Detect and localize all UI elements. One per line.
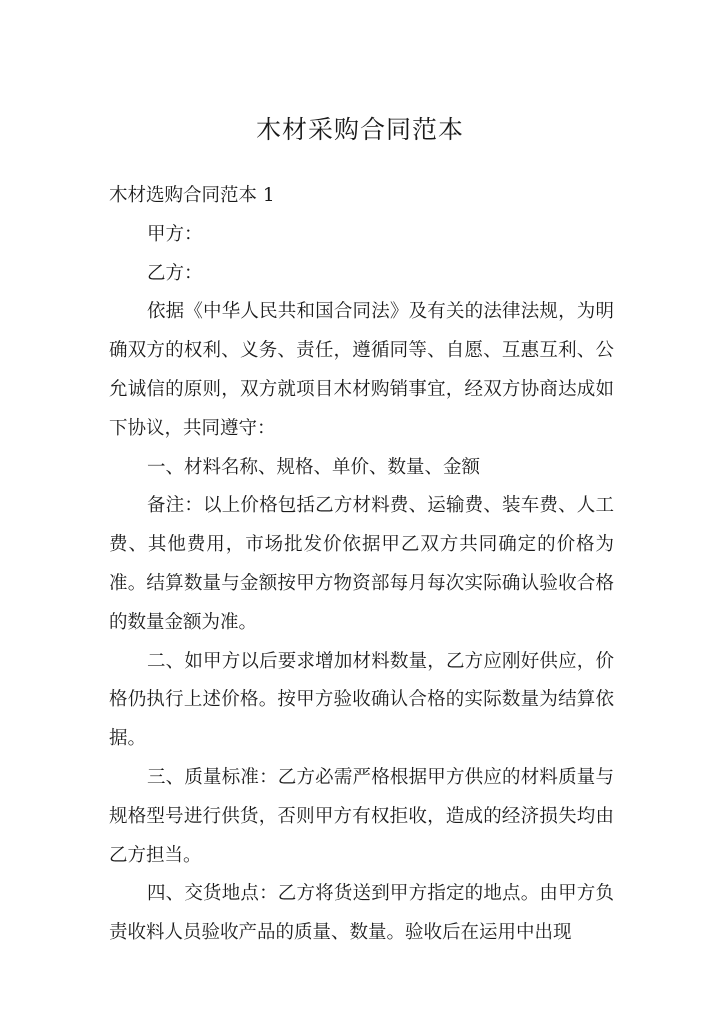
paragraph-clause-4: 四、交货地点：乙方将货送到甲方指定的地点。由甲方负责收料人员验收产品的质量、数量。验收后在运用中出现 bbox=[109, 883, 614, 944]
document-body bbox=[109, 177, 614, 953]
document-title: 木材采购合同范本 bbox=[255, 115, 464, 144]
paragraph-preamble: 依据《中华人民共和国合同法》及有关的法律法规，为明确双方的权利、义务、责任，遵循同等、自愿、互惠互利、公允诚信的原则，双方就项目木材购销事宜，经双方协商达成如下协议，共同遵守： bbox=[109, 301, 614, 439]
paragraph-clause-2: 二、如甲方以后要求增加材料数量，乙方应刚好供应，价格仍执行上述价格。按甲方验收确认合格的实际数量为结算依据。 bbox=[109, 650, 614, 750]
party-a-label: 甲方： bbox=[147, 223, 203, 245]
paragraph-clause-1: 一、材料名称、规格、单价、数量、金额 bbox=[147, 456, 481, 478]
paragraph-remark: 备注：以上价格包括乙方材料费、运输费、装车费、人工费、其他费用，市场批发价依据甲乙双方共同确定的价格为准。结算数量与金额按甲方物资部每月每次实际确认验收合格的数量金额为准。 bbox=[109, 495, 614, 633]
document-subtitle: 木材选购合同范本 1 bbox=[109, 185, 275, 206]
paragraph-clause-3: 三、质量标准：乙方必需严格根据甲方供应的材料质量与规格型号进行供货，否则甲方有权拒收，造成的经济损失均由乙方担当。 bbox=[109, 766, 614, 866]
party-b-label: 乙方： bbox=[147, 262, 203, 284]
